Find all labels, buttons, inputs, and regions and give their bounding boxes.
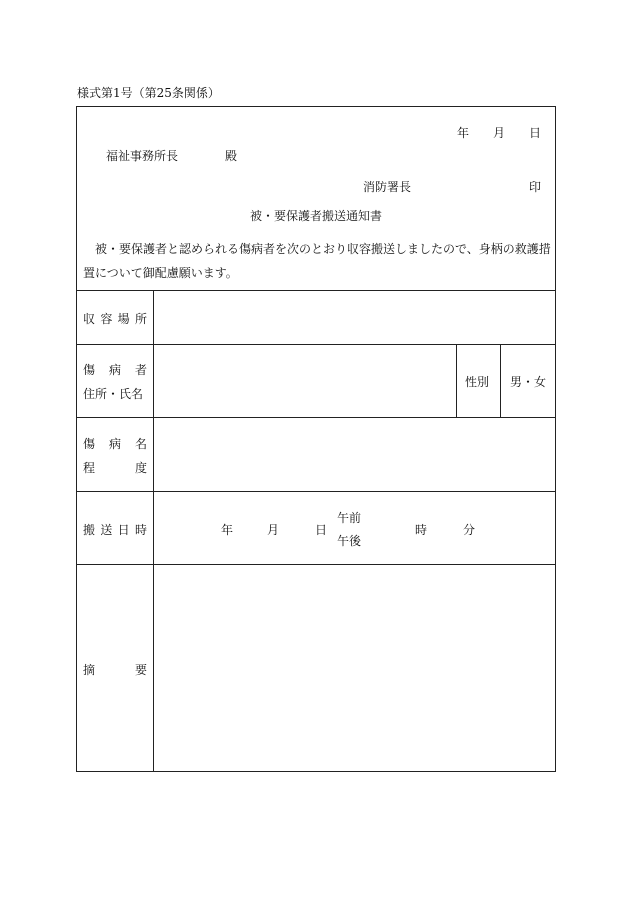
transport-am[interactable]: 午前	[337, 511, 362, 525]
transport-day: 日	[315, 523, 328, 537]
divider	[77, 564, 555, 565]
label-char: 時	[134, 523, 147, 537]
summary-field[interactable]	[155, 566, 551, 770]
transport-hour: 時	[415, 523, 428, 537]
label-char: 所	[134, 312, 147, 326]
transport-minute: 分	[463, 523, 476, 537]
divider	[77, 491, 555, 492]
patient-field[interactable]	[155, 346, 453, 415]
sex-label: 性別	[465, 375, 490, 389]
sex-column-divider	[456, 344, 457, 417]
label-char: 容	[100, 312, 113, 326]
header-month: 月	[493, 126, 506, 140]
transport-year: 年	[221, 523, 234, 537]
label-char: 傷	[83, 437, 96, 451]
injury-label-line2	[83, 459, 147, 476]
sender: 消防署長	[363, 180, 412, 194]
label-char: 名	[134, 437, 147, 451]
notice-body: 被・要保護者と認められる傷病者を次のとおり収容搬送しましたので、身柄の救護措置について御配慮願います。	[83, 242, 551, 280]
seal-mark: 印	[529, 180, 542, 194]
label-char: 病	[108, 363, 121, 377]
patient-label-line2: 住所・氏名	[83, 387, 144, 401]
label-char: 度	[134, 461, 147, 475]
sex-column-divider	[500, 344, 501, 417]
divider	[77, 417, 555, 418]
label-char: 程	[83, 461, 96, 475]
injury-field[interactable]	[155, 419, 551, 489]
notice-form	[76, 106, 556, 772]
form-number: 様式第1号（第25条関係）	[77, 86, 220, 100]
label-char: 場	[117, 312, 130, 326]
label-char: 搬	[83, 523, 96, 537]
label-char: 日	[117, 523, 130, 537]
transport-month: 月	[267, 523, 280, 537]
label-char: 傷	[83, 363, 96, 377]
summary-label	[83, 661, 147, 678]
injury-label-line1	[83, 435, 147, 452]
addressee: 福祉事務所長	[106, 149, 179, 163]
label-char: 摘	[83, 663, 96, 677]
label-char: 者	[134, 363, 147, 377]
label-char: 収	[83, 312, 96, 326]
label-char: 送	[100, 523, 113, 537]
facility-field[interactable]	[155, 292, 551, 342]
transport-label	[83, 521, 147, 538]
sex-value[interactable]: 男・女	[510, 375, 547, 389]
patient-label-line1	[83, 361, 147, 378]
transport-pm[interactable]: 午後	[337, 534, 362, 548]
header-year: 年	[457, 126, 470, 140]
header-day: 日	[529, 126, 542, 140]
label-char: 病	[108, 437, 121, 451]
divider	[77, 344, 555, 345]
divider	[77, 290, 555, 291]
label-column-divider	[153, 290, 154, 772]
document-title: 被・要保護者搬送通知書	[250, 209, 383, 223]
label-char: 要	[134, 663, 147, 677]
facility-label	[83, 310, 147, 327]
honorific: 殿	[225, 149, 238, 163]
